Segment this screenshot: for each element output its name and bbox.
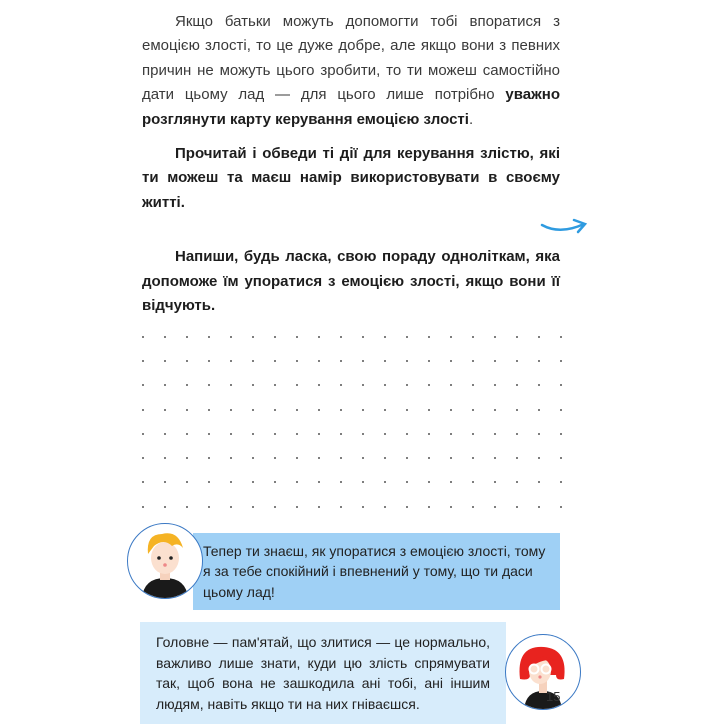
dot <box>186 433 188 435</box>
dot <box>164 481 166 483</box>
dot <box>538 336 540 338</box>
dot <box>208 457 210 459</box>
dot <box>516 360 518 362</box>
dot <box>296 336 298 338</box>
dot <box>296 506 298 508</box>
dot <box>560 506 562 508</box>
dot <box>472 360 474 362</box>
boy-speech-text: Тепер ти знаєш, як упоратися з емоцією злості, тому я за тебе спокійний і впевнений у тому, що ти даси цьому лад! <box>203 542 546 600</box>
dot <box>538 506 540 508</box>
dot <box>450 360 452 362</box>
dot <box>252 433 254 435</box>
dot-row <box>142 422 562 446</box>
dot <box>516 457 518 459</box>
dot <box>142 409 144 411</box>
dot <box>362 384 364 386</box>
dot <box>318 433 320 435</box>
dot <box>560 481 562 483</box>
girl-message-row <box>140 622 580 724</box>
dot <box>362 336 364 338</box>
dot <box>384 360 386 362</box>
dot <box>296 384 298 386</box>
dot <box>450 457 452 459</box>
dot <box>186 360 188 362</box>
dot <box>208 433 210 435</box>
dot <box>428 506 430 508</box>
dot <box>164 360 166 362</box>
writing-prompt <box>142 245 560 318</box>
dot <box>538 433 540 435</box>
dot <box>516 433 518 435</box>
dot <box>406 360 408 362</box>
dot <box>142 481 144 483</box>
writing-prompt-text: Напиши, будь ласка, свою пораду одноліткам, яка допоможе їм упоратися з емоцією злості, якщо вони її відчують. <box>142 248 560 315</box>
dot <box>450 409 452 411</box>
dot <box>538 457 540 459</box>
dot <box>406 384 408 386</box>
dot <box>274 336 276 338</box>
dot <box>384 384 386 386</box>
dot <box>428 433 430 435</box>
dot <box>274 360 276 362</box>
dot <box>186 384 188 386</box>
dot <box>318 336 320 338</box>
dot <box>208 384 210 386</box>
dot <box>252 409 254 411</box>
dot-row <box>142 373 562 397</box>
dot <box>472 433 474 435</box>
dot <box>164 384 166 386</box>
dot <box>472 506 474 508</box>
dot <box>406 457 408 459</box>
dot <box>208 409 210 411</box>
dot <box>252 336 254 338</box>
dot <box>494 433 496 435</box>
dot <box>296 409 298 411</box>
dot <box>208 360 210 362</box>
dot <box>494 506 496 508</box>
dot <box>340 481 342 483</box>
dot <box>252 457 254 459</box>
boy-speech-bubble <box>193 533 560 611</box>
dot <box>142 336 144 338</box>
dot <box>560 360 562 362</box>
boy-illustration-icon <box>128 524 202 598</box>
dot-row <box>142 349 562 373</box>
dot <box>472 481 474 483</box>
dot <box>428 481 430 483</box>
dot <box>560 336 562 338</box>
dot <box>208 336 210 338</box>
dot <box>516 384 518 386</box>
dot <box>538 384 540 386</box>
dot <box>406 481 408 483</box>
dot <box>384 481 386 483</box>
dot <box>384 336 386 338</box>
instruction-text: Прочитай і обведи ті дії для керування злістю, які ти можеш та маєш намір використовувати в своєму житті. <box>142 145 560 211</box>
girl-speech-text: Головне — пам'ятай, що злитися — це нормально, важливо лише знати, куди цю злість спрямувати так, щоб вона не зашкодила ані тобі, ані іншим людям, навіть якщо ти на них гніваєшся. <box>156 634 490 712</box>
dot <box>450 481 452 483</box>
dot <box>142 506 144 508</box>
girl-avatar <box>505 634 581 710</box>
dot <box>296 433 298 435</box>
dot <box>296 360 298 362</box>
dot <box>296 481 298 483</box>
dot <box>340 360 342 362</box>
dot <box>252 384 254 386</box>
dot <box>472 457 474 459</box>
dot <box>318 481 320 483</box>
dot <box>230 481 232 483</box>
dot <box>516 336 518 338</box>
dot <box>318 384 320 386</box>
dot <box>164 336 166 338</box>
dot-row <box>142 324 562 348</box>
dot <box>340 336 342 338</box>
dot <box>274 506 276 508</box>
instruction-paragraph <box>142 142 560 215</box>
dot <box>252 360 254 362</box>
dot <box>428 457 430 459</box>
dot <box>494 336 496 338</box>
dot <box>340 457 342 459</box>
dot <box>230 506 232 508</box>
dot <box>494 384 496 386</box>
dot <box>362 506 364 508</box>
dot <box>428 360 430 362</box>
dot <box>142 360 144 362</box>
dot <box>384 409 386 411</box>
dot <box>494 360 496 362</box>
dot <box>450 433 452 435</box>
dot <box>318 409 320 411</box>
dot <box>428 409 430 411</box>
arrow-row <box>142 215 560 245</box>
dot <box>318 457 320 459</box>
dotted-writing-area[interactable] <box>142 324 562 518</box>
dot <box>318 506 320 508</box>
dot <box>472 409 474 411</box>
dot <box>450 336 452 338</box>
dot <box>274 409 276 411</box>
dot <box>362 433 364 435</box>
dot <box>362 457 364 459</box>
intro-end: . <box>468 110 474 128</box>
dot <box>516 409 518 411</box>
dot <box>494 409 496 411</box>
dot-row <box>142 397 562 421</box>
dot <box>384 433 386 435</box>
dot <box>538 409 540 411</box>
dot <box>186 506 188 508</box>
dot <box>274 457 276 459</box>
boy-message-row <box>127 533 560 611</box>
dot <box>186 409 188 411</box>
dot <box>164 457 166 459</box>
dot <box>406 409 408 411</box>
dot <box>230 336 232 338</box>
girl-illustration-icon <box>506 635 580 709</box>
dot <box>428 336 430 338</box>
dot <box>472 336 474 338</box>
intro-paragraph <box>142 10 560 132</box>
dot <box>450 384 452 386</box>
dot <box>516 506 518 508</box>
dot <box>230 409 232 411</box>
dot <box>186 457 188 459</box>
dot <box>230 457 232 459</box>
dot <box>428 384 430 386</box>
dot <box>384 506 386 508</box>
dot <box>296 457 298 459</box>
dot <box>362 409 364 411</box>
dot <box>230 384 232 386</box>
dot <box>340 433 342 435</box>
dot <box>230 433 232 435</box>
boy-avatar <box>127 523 203 599</box>
dot <box>186 336 188 338</box>
dot <box>340 384 342 386</box>
dot <box>406 433 408 435</box>
dot <box>450 506 452 508</box>
dot <box>362 481 364 483</box>
dot-row <box>142 446 562 470</box>
dot <box>494 481 496 483</box>
dot <box>142 433 144 435</box>
dot <box>560 433 562 435</box>
dot <box>494 457 496 459</box>
dot <box>538 360 540 362</box>
dot <box>538 481 540 483</box>
arrow-icon <box>540 215 590 239</box>
dot <box>472 384 474 386</box>
dot <box>230 360 232 362</box>
dot <box>406 506 408 508</box>
dot <box>164 409 166 411</box>
dot <box>340 506 342 508</box>
dot-row <box>142 470 562 494</box>
dot <box>186 481 188 483</box>
intro-text: Якщо батьки можуть допомогти тобі впоратися з емоцією злості, то це дуже добре, але якщо вони з певних причин не можуть цього зробити, то ти можеш самостійно дати цьому лад — для цього лише потрібно <box>142 13 560 104</box>
dot <box>164 433 166 435</box>
dot <box>274 481 276 483</box>
dot <box>208 506 210 508</box>
dot <box>516 481 518 483</box>
dot <box>560 457 562 459</box>
dot <box>560 409 562 411</box>
dot <box>406 336 408 338</box>
intro-bold-text: уважно розглянути карту керування емоцією злості <box>142 86 560 128</box>
dot <box>274 433 276 435</box>
dot <box>164 506 166 508</box>
dot <box>274 384 276 386</box>
dot <box>252 481 254 483</box>
dot <box>142 384 144 386</box>
page-content <box>142 10 560 724</box>
dot <box>252 506 254 508</box>
dot <box>384 457 386 459</box>
page-number: 15 <box>546 689 561 704</box>
girl-speech-bubble <box>140 622 506 724</box>
dot <box>340 409 342 411</box>
dot <box>560 384 562 386</box>
dot <box>208 481 210 483</box>
dot <box>142 457 144 459</box>
dot <box>362 360 364 362</box>
dot-row <box>142 495 562 519</box>
dot <box>318 360 320 362</box>
